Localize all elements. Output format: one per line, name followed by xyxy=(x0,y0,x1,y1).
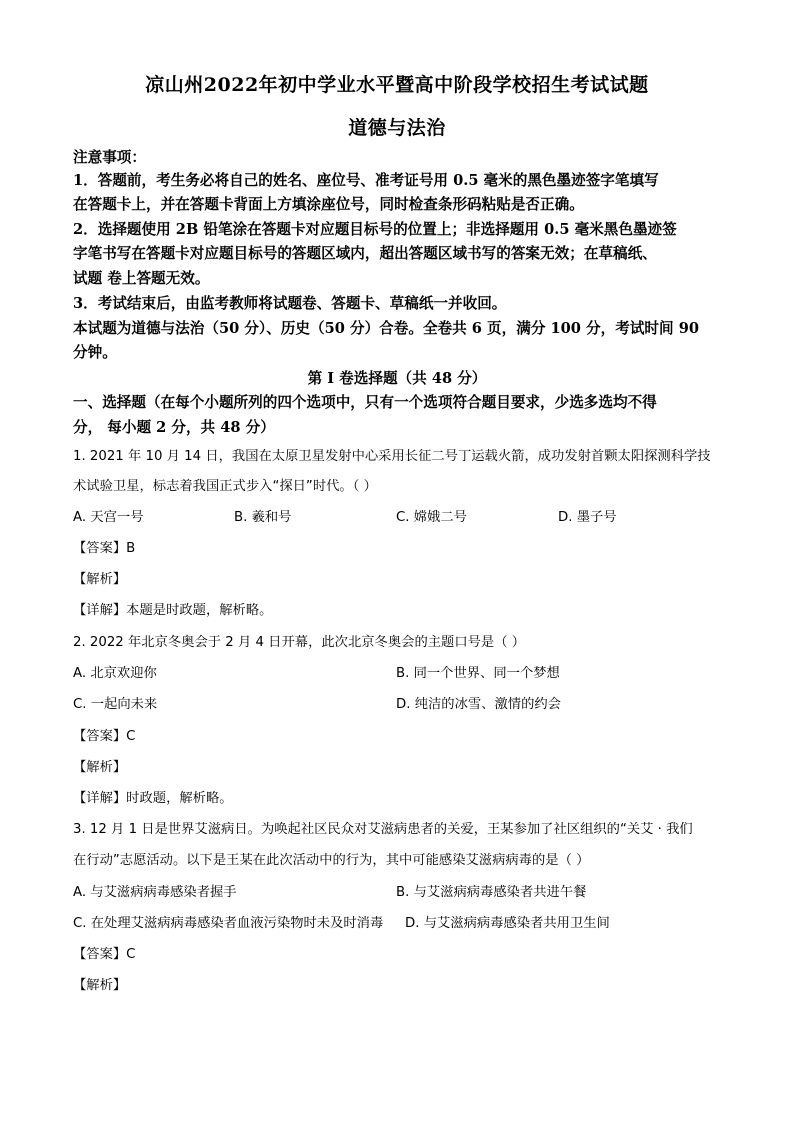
section-instruction: 一、选择题（在每个小题所列的四个选项中，只有一个选项符合题目要求，少选多选均不得 xyxy=(73,394,657,411)
section-title: 第 I 卷选择题（共 48 分） xyxy=(307,370,487,387)
question-3-option-a: A. 与艾滋病病毒感染者握手 xyxy=(73,885,237,900)
question-1-answer: 【答案】B xyxy=(73,541,136,556)
question-1-detail: 【详解】本题是时政题，解析略。 xyxy=(73,603,273,618)
question-2-detail: 【详解】时政题，解析略。 xyxy=(73,791,233,806)
question-2-analysis: 【解析】 xyxy=(73,760,127,775)
notice-heading: 注意事项： xyxy=(73,149,146,166)
question-2-stem: 2. 2022 年北京冬奥会于 2 月 4 日开幕，此次北京冬奥会的主题口号是（ ） xyxy=(73,635,526,650)
question-1-option-d: D. 墨子号 xyxy=(558,510,617,525)
question-1-stem: 术试验卫星，标志着我国正式步入“探日”时代。（ ） xyxy=(73,479,377,494)
notice-line: 2．选择题使用 2B 铅笔涂在答题卡对应题目标号的位置上；非选择题用 0.5 毫米黑色墨迹签 xyxy=(73,221,677,238)
notice-line: 分钟。 xyxy=(73,344,117,361)
notice-line: 本试题为道德与法治（50 分）、历史（50 分）合卷。全卷共 6 页，满分 100 分，考试时间 90 xyxy=(73,320,699,337)
notice-line: 在答题卡上，并在答题卡背面上方填涂座位号，同时检查条形码粘贴是否正确。 xyxy=(73,196,584,213)
notice-line: 1．答题前，考生务必将自己的姓名、座位号、准考证号用 0.5 毫米的黑色墨迹签字笔填写 xyxy=(73,172,659,189)
question-2-option-d: D. 纯洁的冰雪、激情的约会 xyxy=(396,697,561,712)
question-1-stem: 1. 2021 年 10 月 14 日，我国在太原卫星发射中心采用长征二号丁运载火箭，成功发射首颗太阳探测科学技 xyxy=(73,449,711,464)
question-1-option-a: A. 天宫一号 xyxy=(73,510,144,525)
exam-title: 凉山州2022年初中学业水平暨高中阶段学校招生考试试题 xyxy=(145,74,649,96)
question-2-option-c: C. 一起向未来 xyxy=(73,697,158,712)
question-1-option-c: C. 嫦娥二号 xyxy=(396,510,467,525)
exam-subject: 道德与法治 xyxy=(348,117,446,139)
question-3-option-b: B. 与艾滋病病毒感染者共进午餐 xyxy=(396,885,587,900)
question-3-option-c: C. 在处理艾滋病病毒感染者血液污染物时未及时消毒 xyxy=(73,916,384,931)
question-3-stem: 在行动”志愿活动。以下是王某在此次活动中的行为，其中可能感染艾滋病病毒的是（ ） xyxy=(73,853,590,868)
question-3-option-d: D. 与艾滋病病毒感染者共用卫生间 xyxy=(405,916,610,931)
question-3-answer: 【答案】C xyxy=(73,947,136,962)
question-3-stem: 3. 12 月 1 日是世界艾滋病日。为唤起社区民众对艾滋病患者的关爱，王某参加了社区组织的“关艾 · 我们 xyxy=(73,822,693,837)
question-2-answer: 【答案】C xyxy=(73,729,136,744)
notice-line: 3．考试结束后，由监考教师将试题卷、答题卡、草稿纸一并收回。 xyxy=(73,295,507,312)
question-1-option-b: B. 羲和号 xyxy=(234,510,292,525)
question-1-analysis: 【解析】 xyxy=(73,572,127,587)
notice-line: 字笔书写在答题卡对应题目标号的答题区域内，超出答题区域书写的答案无效；在草稿纸、 xyxy=(73,245,657,262)
question-2-option-b: B. 同一个世界、同一个梦想 xyxy=(396,666,560,681)
notice-line: 试题 卷上答题无效。 xyxy=(73,270,210,287)
question-2-option-a: A. 北京欢迎你 xyxy=(73,666,157,681)
section-instruction: 分， 每小题 2 分，共 48 分） xyxy=(73,419,275,436)
question-3-analysis: 【解析】 xyxy=(73,978,127,993)
